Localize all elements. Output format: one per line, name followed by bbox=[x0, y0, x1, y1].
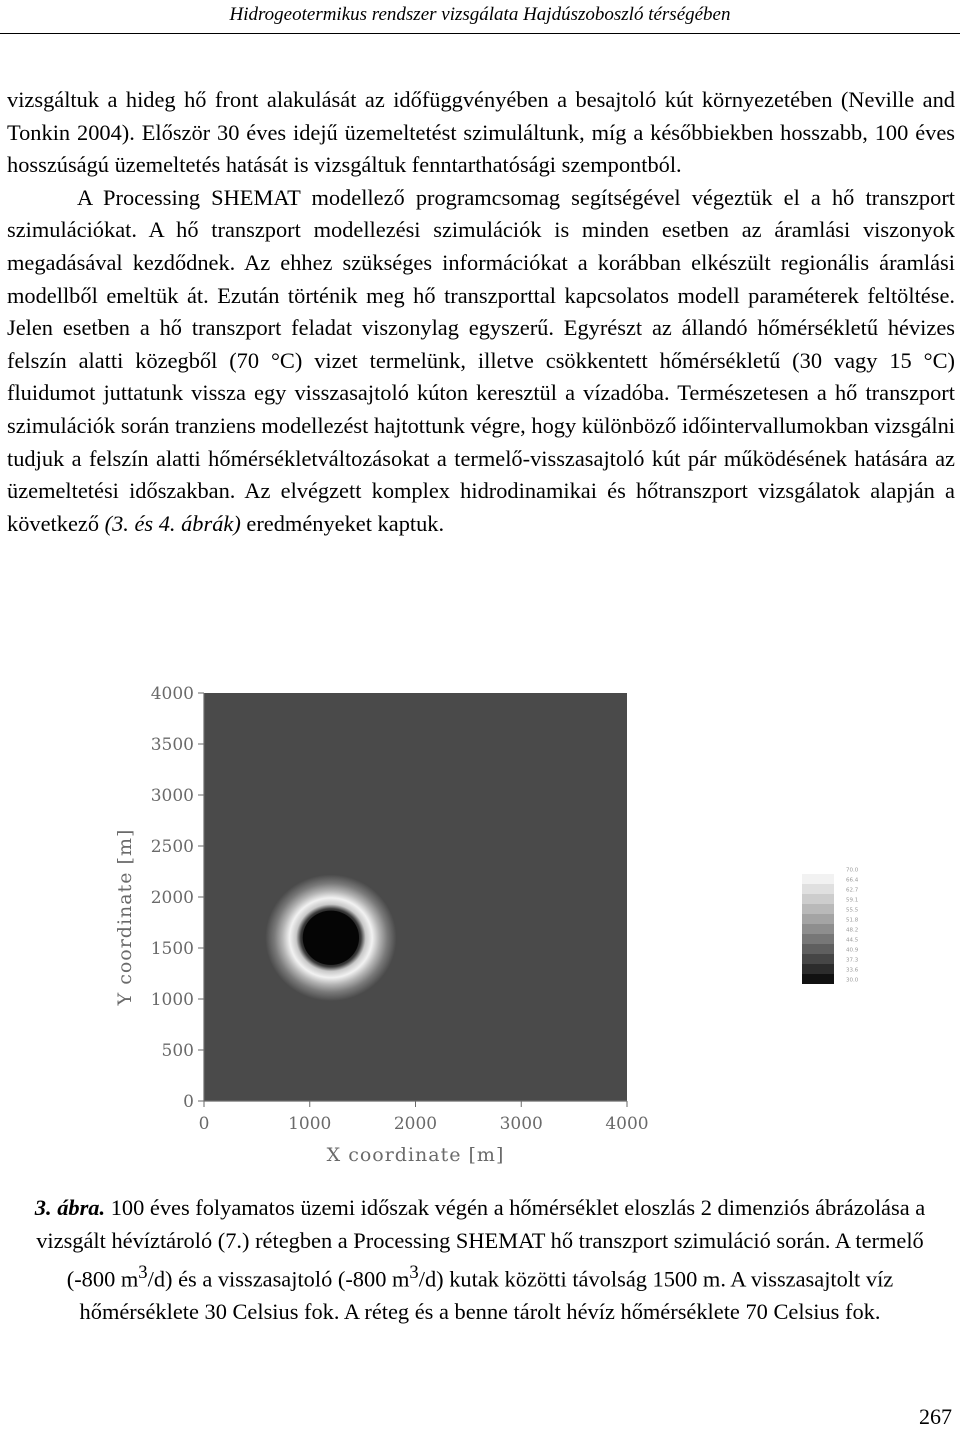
y-tick-label: 1500 bbox=[150, 939, 194, 959]
paragraph-2 bbox=[7, 182, 955, 541]
legend-swatch bbox=[802, 964, 834, 974]
caption-sup-1: 3 bbox=[138, 1262, 148, 1284]
x-tick-label: 0 bbox=[198, 1114, 210, 1134]
y-tick-label: 0 bbox=[183, 1092, 194, 1112]
caption-text-b: /d) és a visszasajtoló (-800 m bbox=[147, 1266, 410, 1292]
legend-value-label: 44.5 bbox=[846, 937, 859, 944]
legend-value-label: 37.3 bbox=[846, 957, 859, 964]
x-tick-label: 2000 bbox=[393, 1114, 438, 1134]
body-text bbox=[7, 84, 955, 540]
legend-swatch bbox=[802, 894, 834, 904]
legend-swatch bbox=[802, 974, 834, 984]
y-axis-title: Y coordinate [m] bbox=[114, 828, 136, 1006]
legend-value-label: 70.0 bbox=[846, 867, 859, 874]
x-axis-title: X coordinate [m] bbox=[326, 1144, 505, 1166]
legend-value-label: 62.7 bbox=[846, 887, 859, 894]
figure-3 bbox=[0, 678, 960, 1178]
legend-value-label: 59.1 bbox=[846, 897, 859, 904]
y-tick-label: 3500 bbox=[150, 735, 194, 755]
temperature-heatmap-plot bbox=[0, 678, 960, 1178]
legend-value-label: 51.8 bbox=[846, 917, 859, 924]
legend-value-label: 33.6 bbox=[846, 967, 859, 974]
paragraph-2-end: eredményeket kaptuk. bbox=[240, 510, 445, 536]
legend-swatch bbox=[802, 914, 834, 924]
legend-swatch bbox=[802, 944, 834, 954]
caption-label: 3. ábra. bbox=[34, 1195, 106, 1220]
legend-swatch bbox=[802, 874, 834, 884]
legend-swatch bbox=[802, 884, 834, 894]
running-header: Hidrogeotermikus rendszer vizsgálata Hajdúszoboszló térségében bbox=[229, 4, 731, 25]
caption-sup-2: 3 bbox=[409, 1262, 419, 1284]
heatmap-background bbox=[204, 693, 627, 1101]
paragraph-2-main: A Processing SHEMAT modellező programcsomag segítségével végeztük el a hő transzport szimulációkat. A hő transzport modellezési szimulációk is minden esetben az áramlási viszonyok megadásával kezdődnek. Az ehhez szükséges információkat a korábban elkészült regionális áramlási modellből emeltük át. Ezután történik meg hő transzporttal kapcsolatos modell paraméterek feltöltése. Jelen esetben a hő transzport feladat viszonylag egyszerű. Egyrészt az állandó hőmérsékletű hévizes felszín alatti közegből (70 °C) vizet termelünk, illetve csökkentett hőmérsékletű (30 vagy 15 °C) fluidumot juttatunk vissza egy visszasajtoló kúton keresztül a vízadóba. Természetesen a hő transzport szimulációk során tranziens modellezést hajtottunk végre, hogy különböző időintervallumokban vizsgálni tudjuk a felszín alatti hőmérsékletváltozásokat a termelő-visszasajtoló kút pár működésének hatására az üzemeltetési időszakban. Az elvégzett komplex hidrodinamikai és hőtranszport vizsgálatok alapján a következő bbox=[7, 184, 955, 536]
y-tick-label: 2500 bbox=[150, 837, 194, 857]
y-tick-label: 2000 bbox=[150, 888, 194, 908]
figure-reference: (3. és 4. ábrák) bbox=[104, 510, 241, 536]
legend-swatch bbox=[802, 864, 834, 874]
page-number: 267 bbox=[919, 1404, 952, 1429]
y-tick-label: 500 bbox=[161, 1041, 194, 1061]
legend-value-label: 30.0 bbox=[846, 977, 859, 984]
plot-layer bbox=[114, 684, 649, 1166]
legend-value-label: 55.5 bbox=[846, 907, 859, 914]
legend-value-label: 40.9 bbox=[846, 947, 859, 954]
y-tick-label: 3000 bbox=[150, 786, 194, 806]
y-tick-label: 1000 bbox=[150, 990, 194, 1010]
paragraph-1: vizsgáltuk a hideg hő front alakulását az időfüggvényében a besajtoló kút környezetében (Neville and Tonkin 2004). Először 30 éves idejű üzemeltetést szimuláltunk, míg a későbbiekben hosszabb, 100 éves hosszúságú üzemeltetés hatását is vizsgáltuk fenntarthatósági szempontból. bbox=[7, 87, 955, 178]
y-tick-label: 4000 bbox=[150, 684, 194, 704]
legend-value-label: 48.2 bbox=[846, 927, 859, 934]
legend-swatch bbox=[802, 954, 834, 964]
legend-swatch bbox=[802, 924, 834, 934]
x-tick-label: 1000 bbox=[288, 1114, 332, 1134]
figure-caption bbox=[20, 1192, 940, 1329]
x-tick-label: 4000 bbox=[605, 1114, 649, 1134]
legend-swatch bbox=[802, 904, 834, 914]
cold-plume-core bbox=[303, 911, 359, 965]
x-tick-label: 3000 bbox=[499, 1114, 543, 1134]
legend-value-label: 66.4 bbox=[846, 877, 859, 884]
legend-swatch bbox=[802, 934, 834, 944]
colorbar-legend bbox=[802, 864, 859, 984]
header-rule bbox=[0, 33, 960, 34]
caption-text-c: /d) kutak közötti távolság 1500 m. A visszasajtolt víz hőmérséklete 30 Celsius fok. A réteg és a benne tárolt hévíz hőmérséklete 70 Celsius fok. bbox=[79, 1266, 894, 1325]
caption-text-a: 100 éves folyamatos üzemi időszak végén a hőmérséklet eloszlás 2 dimenziós ábrázolása a vizsgált hévíztároló (7.) rétegben a Processing SHEMAT hő transzport szimuláció során. A termelő (-800 m bbox=[36, 1195, 926, 1292]
